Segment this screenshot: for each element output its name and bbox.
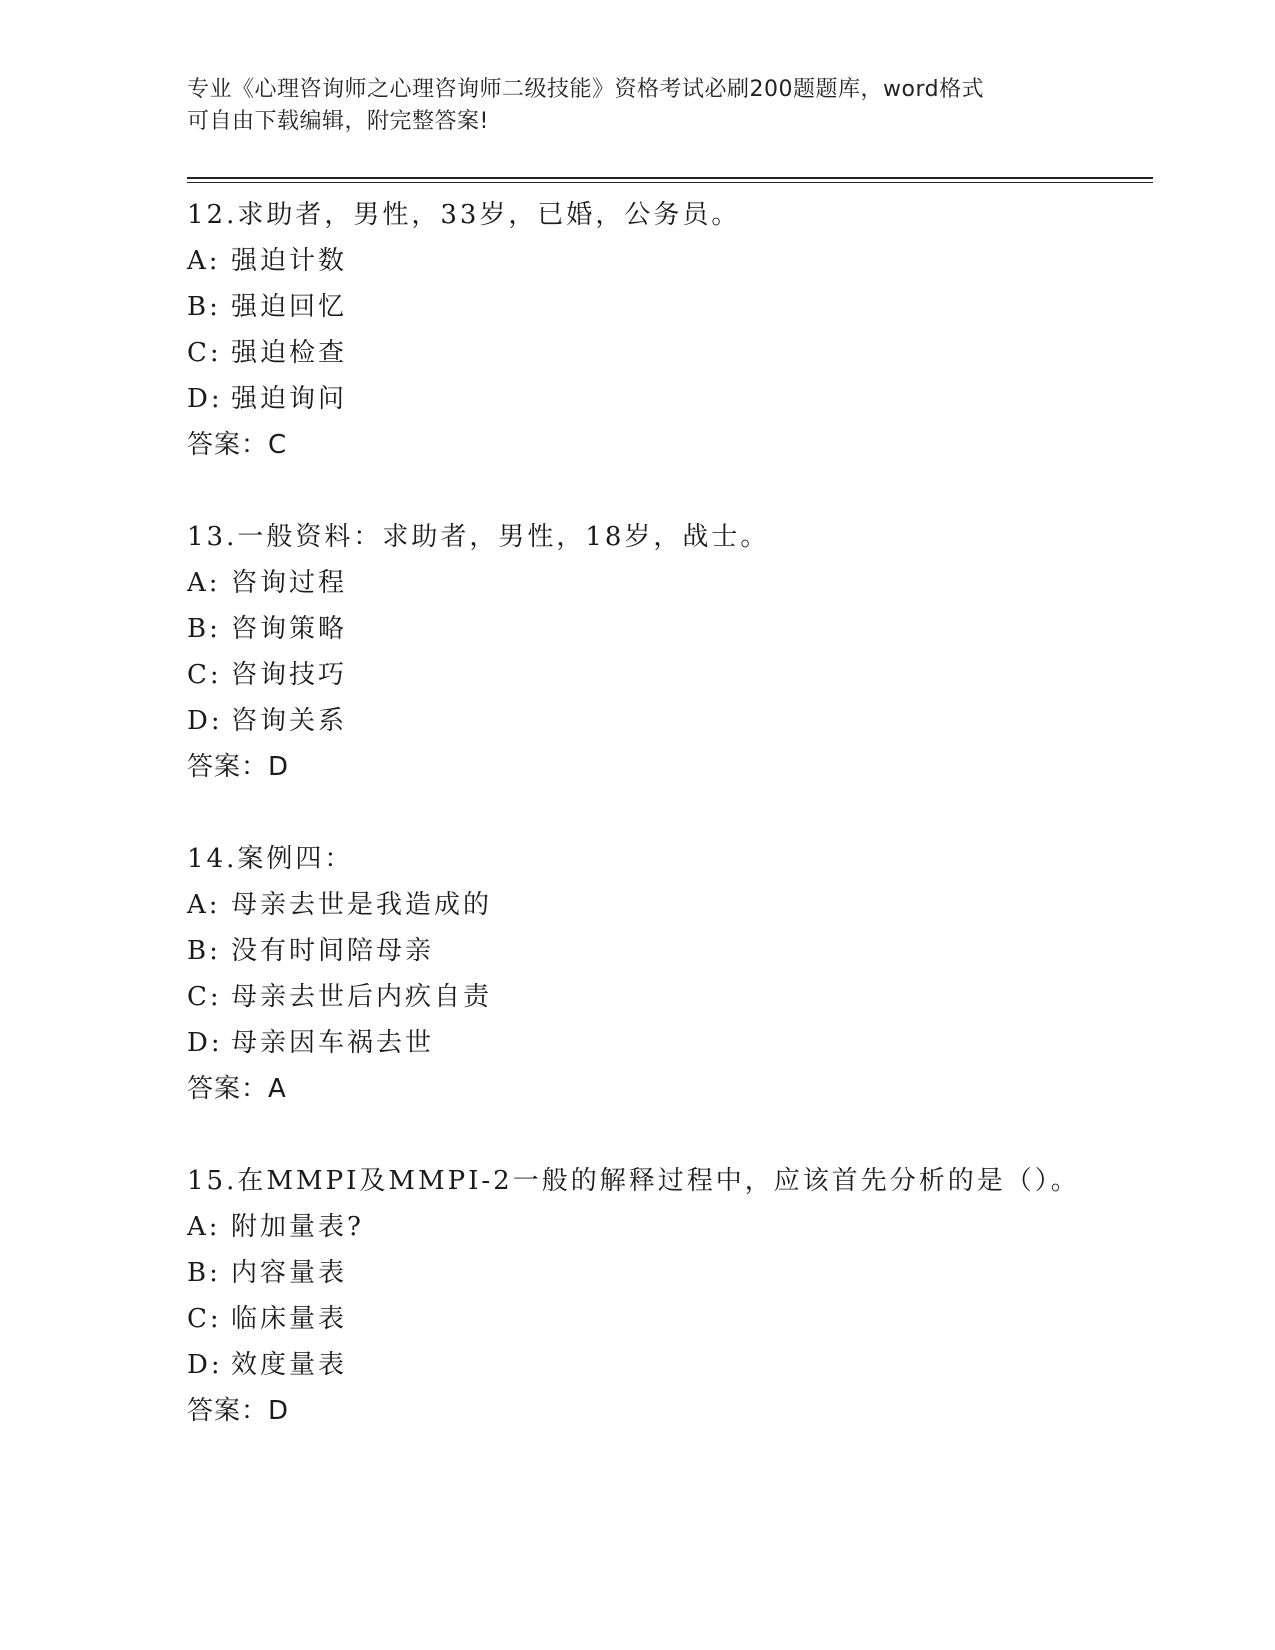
option-c bbox=[187, 330, 1153, 376]
option-key: B: bbox=[187, 614, 221, 644]
question-13 bbox=[187, 514, 1153, 790]
option-key: B: bbox=[187, 936, 221, 966]
header-divider-thin bbox=[187, 182, 1153, 183]
option-text: 母亲因车祸去世 bbox=[231, 1028, 435, 1058]
option-key: C: bbox=[187, 1304, 222, 1334]
option-key: C: bbox=[187, 660, 222, 690]
option-a bbox=[187, 238, 1153, 284]
option-key: C: bbox=[187, 338, 222, 368]
option-d bbox=[187, 376, 1153, 422]
option-text: 强迫计数 bbox=[231, 246, 348, 276]
document-header bbox=[187, 74, 1087, 138]
option-text: 咨询关系 bbox=[231, 706, 348, 736]
question-12 bbox=[187, 192, 1153, 468]
question-list bbox=[187, 192, 1153, 1480]
answer-line: 答案：A bbox=[187, 1074, 287, 1104]
header-title-line-1: 专业《心理咨询师之心理咨询师二级技能》资格考试必刷200题题库，word格式 bbox=[187, 77, 985, 102]
option-text: 强迫回忆 bbox=[231, 292, 348, 322]
option-key: A: bbox=[187, 568, 221, 598]
option-b bbox=[187, 284, 1153, 330]
option-key: D: bbox=[187, 1028, 223, 1058]
option-b bbox=[187, 606, 1153, 652]
option-d bbox=[187, 698, 1153, 744]
header-title-line-2: 可自由下载编辑，附完整答案! bbox=[187, 109, 489, 134]
option-c bbox=[187, 974, 1153, 1020]
option-key: B: bbox=[187, 292, 221, 322]
option-text: 内容量表 bbox=[231, 1258, 348, 1288]
option-text: 母亲去世后内疚自责 bbox=[231, 982, 493, 1012]
question-15 bbox=[187, 1158, 1153, 1434]
option-key: B: bbox=[187, 1258, 221, 1288]
answer-line: 答案：C bbox=[187, 430, 288, 460]
option-b bbox=[187, 928, 1153, 974]
question-stem: 14.案例四： bbox=[187, 844, 354, 874]
option-text: 临床量表 bbox=[231, 1304, 348, 1334]
option-key: C: bbox=[187, 982, 222, 1012]
option-key: D: bbox=[187, 1350, 223, 1380]
answer-line: 答案：D bbox=[187, 1396, 290, 1426]
option-d bbox=[187, 1342, 1153, 1388]
header-divider-thick bbox=[187, 177, 1153, 179]
question-stem: 15.在MMPI及MMPI-2一般的解释过程中，应该首先分析的是（）。 bbox=[187, 1166, 1080, 1196]
question-14 bbox=[187, 836, 1153, 1112]
question-stem: 12.求助者，男性，33岁，已婚，公务员。 bbox=[187, 200, 741, 230]
option-text: 强迫询问 bbox=[231, 384, 348, 414]
option-text: 咨询技巧 bbox=[231, 660, 348, 690]
option-text: 咨询过程 bbox=[231, 568, 348, 598]
option-text: 母亲去世是我造成的 bbox=[231, 890, 493, 920]
option-d bbox=[187, 1020, 1153, 1066]
option-text: 附加量表? bbox=[231, 1212, 364, 1242]
question-stem: 13.一般资料：求助者，男性，18岁，战士。 bbox=[187, 522, 770, 552]
option-c bbox=[187, 1296, 1153, 1342]
option-a bbox=[187, 882, 1153, 928]
option-text: 强迫检查 bbox=[231, 338, 348, 368]
option-text: 效度量表 bbox=[231, 1350, 348, 1380]
option-key: A: bbox=[187, 890, 221, 920]
option-b bbox=[187, 1250, 1153, 1296]
option-a bbox=[187, 560, 1153, 606]
option-c bbox=[187, 652, 1153, 698]
option-text: 没有时间陪母亲 bbox=[231, 936, 435, 966]
option-key: D: bbox=[187, 706, 223, 736]
option-key: D: bbox=[187, 384, 223, 414]
option-text: 咨询策略 bbox=[231, 614, 348, 644]
answer-line: 答案：D bbox=[187, 752, 290, 782]
option-a bbox=[187, 1204, 1153, 1250]
option-key: A: bbox=[187, 1212, 221, 1242]
option-key: A: bbox=[187, 246, 221, 276]
